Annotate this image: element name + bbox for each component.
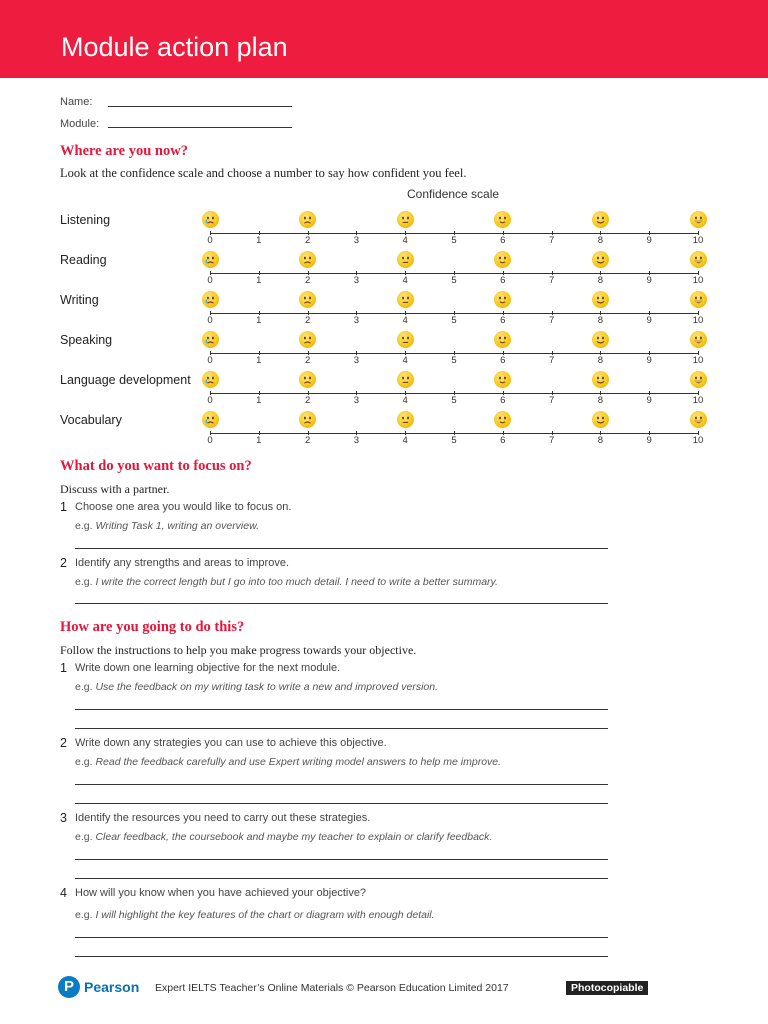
tick-label: 6 [500, 275, 506, 286]
module-field[interactable] [108, 127, 292, 128]
example-italic: Read the feedback carefully and use Expert writing model answers to help me improve. [95, 756, 502, 768]
tick-label: 4 [402, 355, 408, 366]
tick-label: 3 [353, 355, 360, 366]
smile-face-icon[interactable] [592, 371, 609, 388]
answer-line[interactable] [75, 859, 608, 860]
tick-label: 6 [500, 355, 506, 366]
slight-smile-face-icon[interactable] [494, 251, 511, 268]
tick-label: 5 [451, 235, 457, 246]
tick-label: 8 [597, 275, 604, 286]
skill-label: Language development [60, 373, 191, 387]
section-heading-where: Where are you now? [60, 143, 188, 159]
instruction-text: Choose one area you would like to focus on. [75, 501, 292, 513]
tick-label: 7 [548, 355, 555, 366]
tick-label: 5 [451, 355, 457, 366]
tick-label: 4 [402, 435, 408, 446]
slight-smile-face-icon[interactable] [494, 291, 511, 308]
tick-label: 5 [451, 395, 457, 406]
tick-label: 4 [402, 315, 408, 326]
answer-line[interactable] [75, 784, 608, 785]
confidence-scale-title: Confidence scale [407, 187, 500, 201]
tick-label: 10 [692, 235, 704, 246]
name-field[interactable] [108, 106, 292, 107]
example-text [75, 909, 435, 921]
neutral-face-icon[interactable] [397, 331, 414, 348]
tick-label: 6 [500, 235, 506, 246]
tick-label: 9 [646, 275, 652, 286]
smile-face-icon[interactable] [592, 291, 609, 308]
name-label: Name: [60, 96, 93, 108]
tick-label: 8 [597, 395, 604, 406]
sad-face-icon[interactable] [299, 411, 316, 428]
tick-label: 2 [304, 275, 311, 286]
module-label: Module: [60, 118, 100, 130]
tick-label: 9 [646, 355, 652, 366]
tick-label: 4 [402, 395, 408, 406]
tick-label: 2 [304, 315, 311, 326]
sad-face-icon[interactable] [299, 291, 316, 308]
tick-label: 3 [353, 315, 360, 326]
example-italic: Clear feedback, the coursebook and maybe my teacher to explain or clarify feedback. [95, 831, 493, 843]
grin-face-icon[interactable] [690, 331, 707, 348]
tick-label: 6 [500, 435, 506, 446]
tick-label: 0 [207, 355, 213, 366]
tick-label: 8 [597, 355, 604, 366]
answer-line[interactable] [75, 878, 608, 879]
grin-face-icon[interactable] [690, 251, 707, 268]
skill-label: Vocabulary [60, 413, 122, 427]
item-number: 2 [60, 556, 67, 570]
crying-face-icon[interactable] [202, 211, 219, 228]
instruction-text: Write down one learning objective for the next module. [75, 662, 341, 674]
sad-face-icon[interactable] [299, 251, 316, 268]
tick-label: 10 [692, 275, 704, 286]
example-prefix: e.g. [75, 756, 93, 768]
sad-face-icon[interactable] [299, 211, 316, 228]
crying-face-icon[interactable] [202, 331, 219, 348]
item-number: 4 [60, 886, 67, 900]
tick-label: 8 [597, 235, 604, 246]
tick-label: 2 [304, 355, 311, 366]
example-prefix: e.g. [75, 831, 93, 843]
tick-label: 9 [646, 315, 652, 326]
pearson-logo: P [58, 976, 80, 998]
neutral-face-icon[interactable] [397, 251, 414, 268]
tick-label: 3 [353, 235, 360, 246]
tick-label: 1 [256, 355, 262, 366]
instruction-text: How will you know when you have achieved your objective? [75, 887, 367, 899]
tick-label: 5 [451, 315, 457, 326]
instruction-text: Write down any strategies you can use to achieve this objective. [75, 737, 387, 749]
skill-label: Speaking [60, 333, 113, 347]
example-text [75, 756, 501, 768]
tick-label: 7 [548, 315, 555, 326]
grin-face-icon[interactable] [690, 411, 707, 428]
tick-label: 0 [207, 275, 213, 286]
tick-label: 0 [207, 315, 213, 326]
answer-line[interactable] [75, 937, 608, 938]
crying-face-icon[interactable] [202, 251, 219, 268]
slight-smile-face-icon[interactable] [494, 371, 511, 388]
tick-label: 10 [692, 395, 704, 406]
section1-instruction: Look at the confidence scale and choose a number to say how confident you feel. [60, 166, 467, 180]
item-number: 2 [60, 736, 67, 750]
neutral-face-icon[interactable] [397, 371, 414, 388]
copyright-text: Expert IELTS Teacher’s Online Materials © Pearson Education Limited 2017 [155, 982, 509, 994]
tick-label: 1 [256, 235, 262, 246]
tick-label: 3 [353, 395, 360, 406]
tick-label: 6 [500, 395, 506, 406]
tick-label: 7 [548, 275, 555, 286]
answer-line[interactable] [75, 956, 608, 957]
crying-face-icon[interactable] [202, 371, 219, 388]
answer-line[interactable] [75, 603, 608, 604]
tick-label: 0 [207, 395, 213, 406]
tick-label: 0 [207, 235, 213, 246]
neutral-face-icon[interactable] [397, 211, 414, 228]
grin-face-icon[interactable] [690, 371, 707, 388]
grin-face-icon[interactable] [690, 291, 707, 308]
smile-face-icon[interactable] [592, 251, 609, 268]
slight-smile-face-icon[interactable] [494, 331, 511, 348]
item-number: 1 [60, 661, 67, 675]
example-italic: Use the feedback on my writing task to write a new and improved version. [95, 681, 439, 693]
slight-smile-face-icon[interactable] [494, 211, 511, 228]
tick-label: 10 [692, 435, 704, 446]
tick-label: 1 [256, 395, 262, 406]
section2-intro: Discuss with a partner. [60, 482, 170, 496]
answer-line[interactable] [75, 803, 608, 804]
tick-label: 0 [207, 435, 213, 446]
tick-label: 2 [304, 395, 311, 406]
item-number: 1 [60, 500, 67, 514]
tick-label: 1 [256, 435, 262, 446]
sad-face-icon[interactable] [299, 331, 316, 348]
tick-label: 3 [353, 275, 360, 286]
grin-face-icon[interactable] [690, 211, 707, 228]
example-prefix: e.g. [75, 520, 93, 532]
item-number: 3 [60, 811, 67, 825]
answer-line[interactable] [75, 709, 608, 710]
smile-face-icon[interactable] [592, 211, 609, 228]
answer-line[interactable] [75, 548, 608, 549]
smile-face-icon[interactable] [592, 411, 609, 428]
section3-intro: Follow the instructions to help you make progress towards your objective. [60, 643, 417, 657]
instruction-text: Identify the resources you need to carry out these strategies. [75, 812, 371, 824]
section-heading-how: How are you going to do this? [60, 619, 245, 635]
tick-label: 5 [451, 435, 457, 446]
smile-face-icon[interactable] [592, 331, 609, 348]
example-prefix: e.g. [75, 681, 93, 693]
example-text [75, 681, 438, 693]
pearson-brand: Pearson [84, 979, 140, 995]
example-prefix: e.g. [75, 576, 93, 588]
skill-label: Writing [60, 293, 99, 307]
skill-label: Reading [60, 253, 107, 267]
neutral-face-icon[interactable] [397, 411, 414, 428]
photocopiable-badge: Photocopiable [566, 981, 648, 995]
sad-face-icon[interactable] [299, 371, 316, 388]
tick-label: 8 [597, 435, 604, 446]
crying-face-icon[interactable] [202, 291, 219, 308]
slight-smile-face-icon[interactable] [494, 411, 511, 428]
tick-label: 4 [402, 275, 408, 286]
tick-label: 1 [256, 275, 262, 286]
header-banner [0, 0, 768, 78]
skill-label: Listening [60, 213, 111, 227]
example-italic: I will highlight the key features of the chart or diagram with enough detail. [95, 909, 435, 921]
example-text [75, 831, 492, 843]
tick-label: 3 [353, 435, 360, 446]
neutral-face-icon[interactable] [397, 291, 414, 308]
tick-label: 9 [646, 235, 652, 246]
crying-face-icon[interactable] [202, 411, 219, 428]
example-text [75, 520, 259, 532]
tick-label: 2 [304, 435, 311, 446]
example-italic: Writing Task 1, writing an overview. [95, 520, 260, 532]
tick-label: 10 [692, 355, 704, 366]
answer-line[interactable] [75, 728, 608, 729]
tick-label: 7 [548, 235, 555, 246]
tick-label: 1 [256, 315, 262, 326]
page-title: Module action plan [61, 32, 288, 62]
tick-label: 9 [646, 395, 652, 406]
example-prefix: e.g. [75, 909, 93, 921]
instruction-text: Identify any strengths and areas to improve. [75, 557, 290, 569]
tick-label: 2 [304, 235, 311, 246]
tick-label: 6 [500, 315, 506, 326]
tick-label: 9 [646, 435, 652, 446]
tick-label: 8 [597, 315, 604, 326]
tick-label: 10 [692, 315, 704, 326]
tick-label: 5 [451, 275, 457, 286]
section-heading-focus: What do you want to focus on? [60, 458, 252, 474]
tick-label: 7 [548, 435, 555, 446]
example-italic: I write the correct length but I go into too much detail. I need to write a better summary. [95, 576, 498, 588]
example-text [75, 576, 498, 588]
tick-label: 7 [548, 395, 555, 406]
tick-label: 4 [402, 235, 408, 246]
